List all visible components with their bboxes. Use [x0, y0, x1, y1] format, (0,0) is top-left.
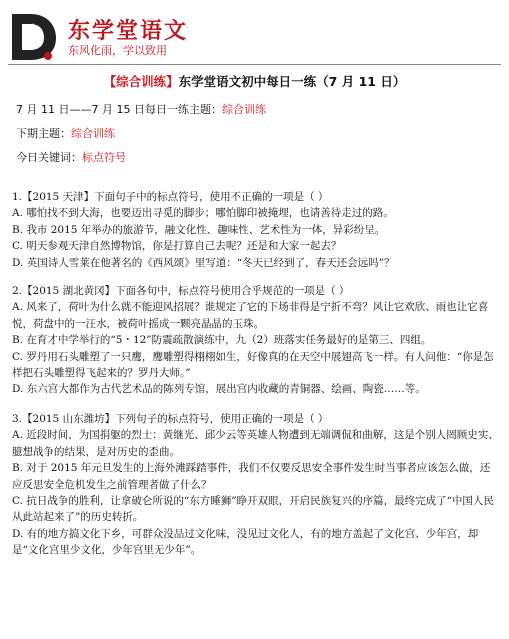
title-tag: 【综合训练】 [103, 74, 179, 89]
option-b: B. 在育才中学举行的“5・12”防震疏散演练中，九（2）班落实任务最好的是第三、四组。 [12, 334, 432, 347]
question-stem: 3.【2015 山东潍坊】下列句子的标点符号，使用正确的一项是（ ） [12, 413, 329, 425]
option-c: C. 抗日战争的胜利，让拿破仑所说的“东方睡狮”睁开双眼，开启民族复兴的序篇，最终完成了“中国人民从此站起来了”的历史转折。 [12, 495, 494, 524]
option-c: C. 明天参观天津自然博物馆，你是打算自己去呢？还是和大家一起去？ [12, 240, 342, 253]
week-theme-value: 综合训练 [221, 103, 266, 116]
keyword-label: 今日关键词： [16, 151, 82, 164]
header [8, 8, 501, 64]
keyword-value: 标点符号 [82, 151, 126, 164]
option-d: D. 有的地方搞文化下乡，可群众没品过文化味，没见过文化人，有的地方盖起了文化宫、少年宫，却是“文化宫里少文化，少年宫里无少年”。 [12, 527, 479, 557]
week-theme [16, 101, 266, 117]
option-a: A. 风来了，荷叶为什么就不能迎风招展？谁规定了它的下场非得是宁折不弯？风让它欢欣、雨也让它喜悦，荷盘中的一汪水，被荷叶摇成一颗亮晶晶的玉珠。 [12, 301, 489, 330]
brand-name: 东学堂语文 [68, 19, 189, 44]
brand-slogan: 东风化雨，学以致用 [68, 44, 167, 57]
next-theme-label: 下期主题： [16, 127, 71, 140]
question-2 [12, 283, 500, 398]
option-b: B. 对于 2015 年元旦发生的上海外滩踩踏事件，我们不仅要反思安全事件发生时当事者应该怎么做，还应反思安全危机发生之前管理者做了什么？ [12, 462, 491, 491]
next-theme [16, 125, 115, 141]
question-stem: 2.【2015 湖北黄冈】下面各句中，标点符号使用合乎规范的一项是（ ） [12, 285, 350, 297]
option-a: A. 近段时间，为国捐躯的烈士：黄继光、邱少云等英雄人物遭到无端调侃和曲解，这是个别人罔顾史实、臆想战争的结果，是对历史的歪曲。 [12, 429, 499, 458]
question-stem: 1.【2015 天津】下面句子中的标点符号，使用不正确的一项是（ ） [12, 191, 329, 203]
option-d: D. 东六宫大都作为古代艺术品的陈列专馆，展出宫内收藏的青铜器、绘画、陶瓷……等。 [12, 383, 426, 396]
page-title [0, 72, 509, 90]
option-c: C. 罗丹用石头雕塑了一只鹰，鹰雕塑得栩栩如生，好像真的在天空中展翅高飞一样。有人问他：“你是怎样把石头雕塑得飞起来的？罗丹大师。” [12, 350, 494, 380]
week-theme-label: 7 月 11 日——7 月 15 日每日一练主题： [16, 103, 222, 116]
header-divider [8, 64, 501, 65]
question-3 [12, 411, 500, 559]
question-1 [12, 189, 500, 271]
option-a: A. 哪怕找不到大海，也要迈出寻觅的脚步；哪怕脚印被掩埋，也请善待走过的路。 [12, 207, 394, 220]
logo-icon [8, 10, 58, 62]
next-theme-value: 综合训练 [71, 127, 115, 140]
today-keyword [16, 149, 126, 165]
title-text: 东学堂语文初中每日一练（7 月 11 日） [178, 74, 406, 89]
option-b: B. 我市 2015 年举办的旅游节，融文化性、趣味性、艺术性为一体，异彩纷呈。 [12, 223, 386, 236]
option-d: D. 英国诗人雪莱在他著名的《西风颂》里写道：“冬天已经到了，春天还会远吗”？ [12, 256, 395, 269]
